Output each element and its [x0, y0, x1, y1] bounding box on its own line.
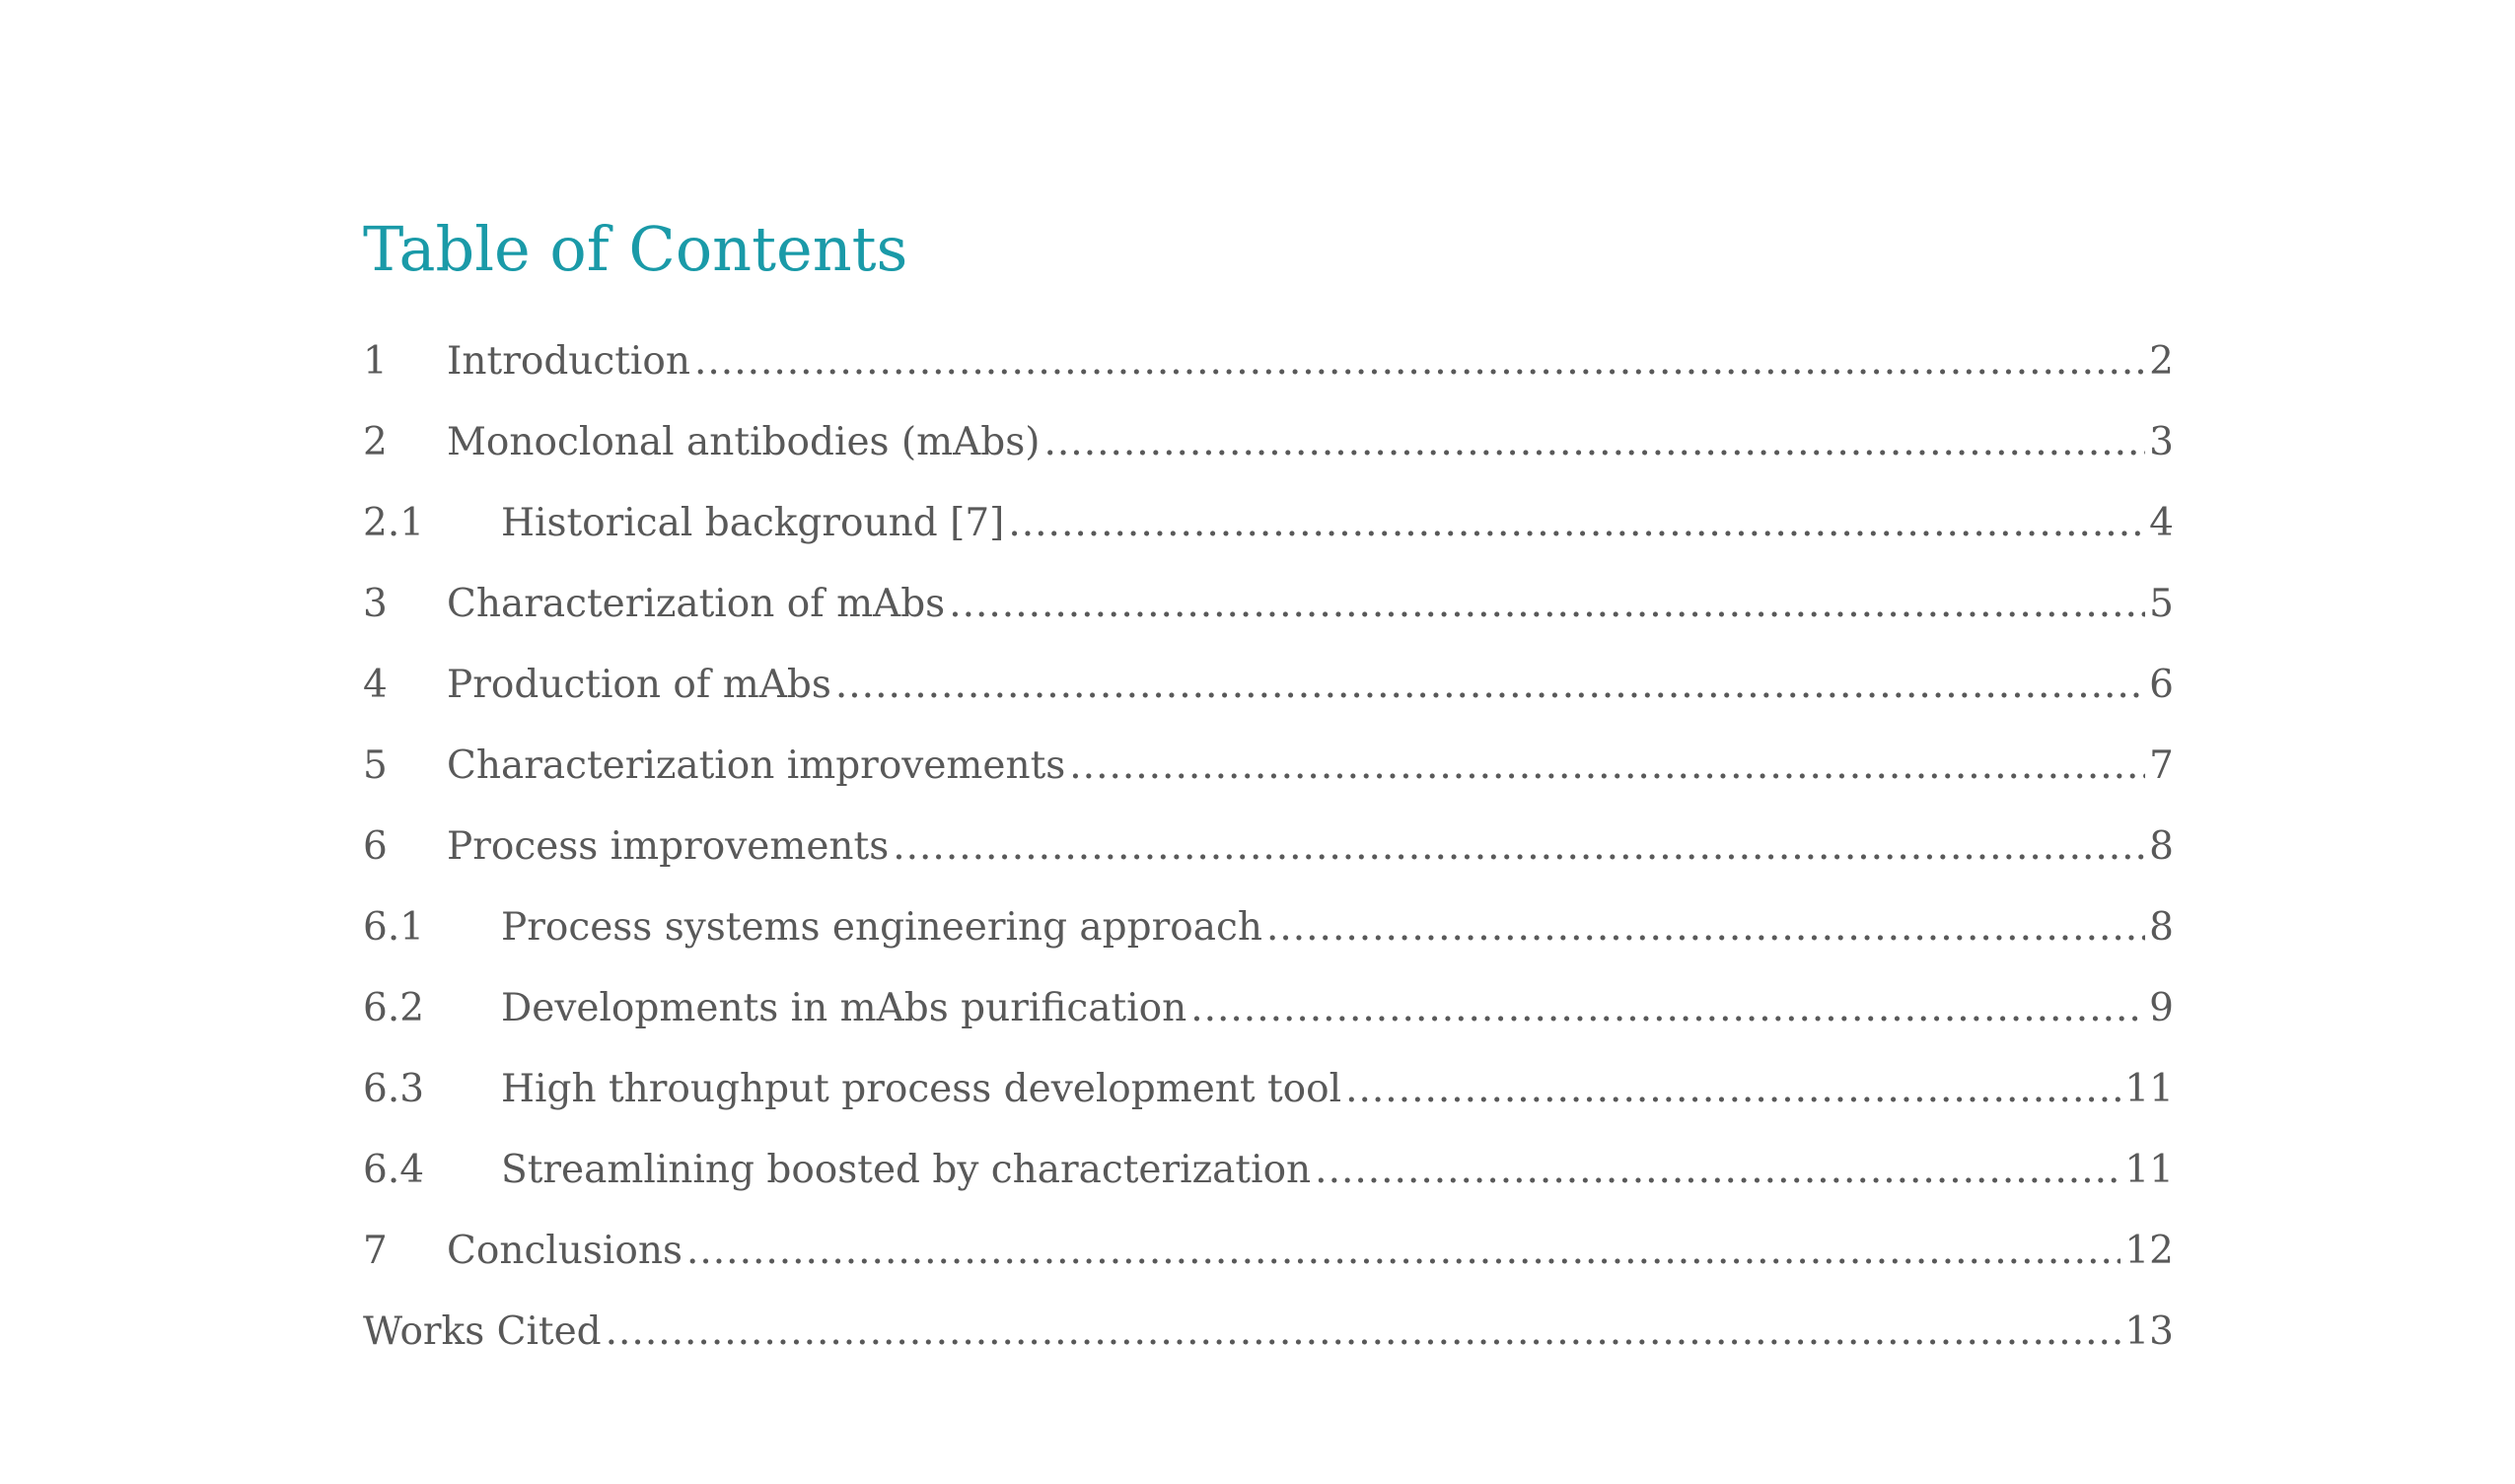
toc-entry-conclusions[interactable]	[363, 1226, 2174, 1307]
toc-entry-historical-background[interactable]	[363, 498, 2174, 579]
toc-entry-number: 6.4	[363, 1148, 425, 1192]
toc-entry-number: 2	[363, 420, 388, 464]
toc-entry-process-systems-engineering[interactable]	[363, 902, 2174, 983]
toc-dot-leader	[949, 579, 2145, 630]
toc-entry-page: 11	[2124, 1148, 2174, 1192]
toc-entry-title: Introduction	[447, 339, 690, 384]
toc-entry-introduction[interactable]	[363, 336, 2174, 417]
toc-entry-number: 5	[363, 743, 388, 788]
toc-entry-title: Conclusions	[447, 1229, 683, 1273]
toc-dot-leader	[1345, 1064, 2120, 1115]
toc-dot-leader	[1315, 1145, 2120, 1196]
toc-entry-high-throughput-tool[interactable]	[363, 1064, 2174, 1145]
toc-entry-number: 2.1	[363, 501, 425, 545]
document-page	[363, 0, 2174, 1484]
toc-entry-title: Characterization of mAbs	[447, 582, 946, 626]
toc-entry-title: Production of mAbs	[447, 663, 831, 707]
toc-dot-leader	[893, 821, 2145, 873]
toc-entry-number: 6.3	[363, 1067, 425, 1111]
toc-dot-leader	[694, 336, 2145, 388]
toc-entry-number: 3	[363, 582, 388, 626]
toc-entry-title: Developments in mAbs purification	[501, 986, 1187, 1030]
toc-entry-page: 4	[2149, 501, 2174, 545]
toc-dot-leader	[1266, 902, 2145, 954]
toc-dot-leader	[1008, 498, 2145, 549]
toc-entry-number: 1	[363, 339, 388, 384]
toc-entry-title: Streamlining boosted by characterization	[501, 1148, 1312, 1192]
toc-entry-title: Process improvements	[447, 824, 890, 869]
toc-entry-page: 13	[2124, 1309, 2174, 1354]
toc-entry-developments-in-purification[interactable]	[363, 983, 2174, 1064]
toc-entry-characterization-improvements[interactable]	[363, 741, 2174, 821]
toc-entry-title: High throughput process development tool	[501, 1067, 1342, 1111]
toc-entry-production-of-mabs[interactable]	[363, 660, 2174, 741]
toc-entry-title: Historical background [7]	[501, 501, 1005, 545]
toc-dot-leader	[1190, 983, 2145, 1034]
toc-dot-leader	[1069, 741, 2145, 792]
toc-entry-title: Characterization improvements	[447, 743, 1066, 788]
toc-entry-page: 8	[2149, 824, 2174, 869]
toc-dot-leader	[606, 1307, 2121, 1358]
toc-entry-number: 4	[363, 663, 388, 707]
toc-entry-page: 2	[2149, 339, 2174, 384]
toc-entry-page: 8	[2149, 905, 2174, 950]
toc-entry-page: 3	[2149, 420, 2174, 464]
toc-entry-streamlining[interactable]	[363, 1145, 2174, 1226]
toc-entry-process-improvements[interactable]	[363, 821, 2174, 902]
toc-list	[363, 336, 2174, 1387]
toc-entry-number: 6.2	[363, 986, 425, 1030]
toc-entry-title: Monoclonal antibodies (mAbs)	[447, 420, 1041, 464]
toc-dot-leader	[1044, 417, 2146, 468]
toc-entry-page: 11	[2124, 1067, 2174, 1111]
toc-entry-title: Works Cited	[363, 1309, 602, 1354]
toc-entry-page: 9	[2149, 986, 2174, 1030]
toc-title: Table of Contents	[363, 213, 908, 285]
toc-entry-page: 12	[2124, 1229, 2174, 1273]
toc-entry-number: 7	[363, 1229, 388, 1273]
toc-entry-page: 6	[2149, 663, 2174, 707]
toc-entry-characterization-of-mabs[interactable]	[363, 579, 2174, 660]
toc-dot-leader	[835, 660, 2145, 711]
toc-entry-title: Process systems engineering approach	[501, 905, 1262, 950]
toc-entry-number: 6	[363, 824, 388, 869]
toc-entry-number: 6.1	[363, 905, 425, 950]
toc-dot-leader	[686, 1226, 2120, 1277]
toc-entry-page: 5	[2149, 582, 2174, 626]
toc-entry-page: 7	[2149, 743, 2174, 788]
toc-entry-works-cited[interactable]	[363, 1307, 2174, 1387]
toc-entry-monoclonal-antibodies[interactable]	[363, 417, 2174, 498]
